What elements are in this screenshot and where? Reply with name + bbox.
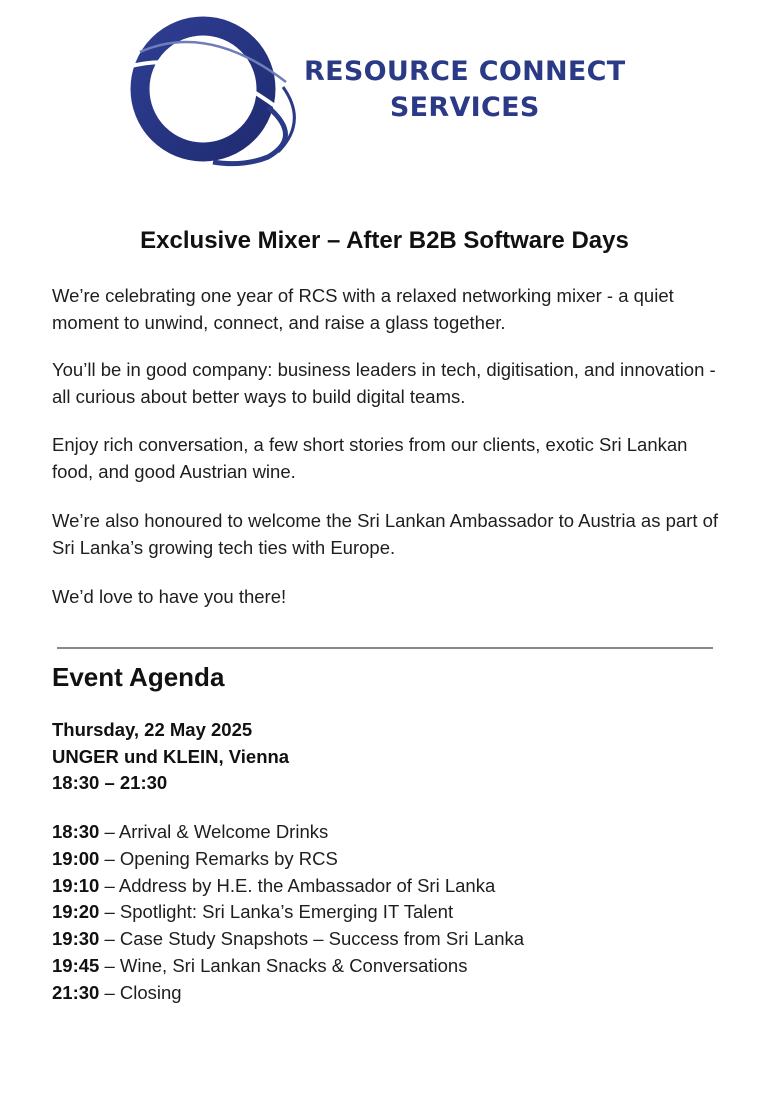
event-date: Thursday, 22 May 2025 [52,719,253,740]
agenda-item-text: – Wine, Sri Lankan Snacks & Conversations [99,954,468,976]
agenda-item-text: – Spotlight: Sri Lanka’s Emerging IT Talent [99,901,454,923]
agenda-item [52,819,524,846]
agenda-heading: Event Agenda [52,662,225,692]
event-details [52,717,289,797]
agenda-item [52,899,524,926]
logo-line-1: RESOURCE CONNECT [304,56,626,87]
agenda-item-time: 19:45 [52,954,100,976]
ambassador-paragraph: We’re also honoured to welcome the Sri Lankan Ambassador to Austria as part of Sri Lanka’s growing tech ties with Europe. [52,510,719,558]
agenda-item-time: 21:30 [52,981,100,1003]
agenda-item-text: – Case Study Snapshots – Success from Sri Lanka [99,928,525,950]
event-venue: UNGER und KLEIN, Vienna [52,745,290,767]
agenda-item-time: 19:30 [52,928,100,950]
closing-paragraph: We’d love to have you there! [52,586,287,607]
company-paragraph: You’ll be in good company: business leaders in tech, digitisation, and innovation - all curious about better ways to build digital teams. [52,359,716,407]
agenda-item-time: 19:00 [52,847,100,869]
globe-orbit-icon [118,12,318,172]
agenda-item-time: 19:20 [52,901,100,923]
company-logo [118,12,678,172]
agenda-item [52,980,524,1007]
logo-line-2: SERVICES [389,92,540,123]
event-time-range: 18:30 – 21:30 [52,772,168,793]
agenda-item [52,926,524,953]
agenda-item-time: 18:30 [52,821,100,842]
agenda-item-text: – Arrival & Welcome Drinks [99,821,329,842]
agenda-item [52,873,524,900]
agenda-item-text: – Closing [99,981,182,1003]
agenda-list [52,819,524,1007]
enjoy-paragraph: Enjoy rich conversation, a few short stories from our clients, exotic Sri Lankan food, and good Austrian wine. [52,434,688,482]
intro-paragraph: We’re celebrating one year of RCS with a relaxed networking mixer - a quiet moment to unwind, connect, and raise a glass together. [52,285,674,333]
agenda-item-time: 19:10 [52,874,100,896]
agenda-item [52,846,524,873]
agenda-item [52,953,524,980]
event-title: Exclusive Mixer – After B2B Software Days [140,227,629,254]
agenda-item-text: – Address by H.E. the Ambassador of Sri Lanka [99,874,496,896]
logo-wordmark [304,54,625,126]
section-divider [57,647,713,649]
agenda-item-text: – Opening Remarks by RCS [99,847,338,869]
